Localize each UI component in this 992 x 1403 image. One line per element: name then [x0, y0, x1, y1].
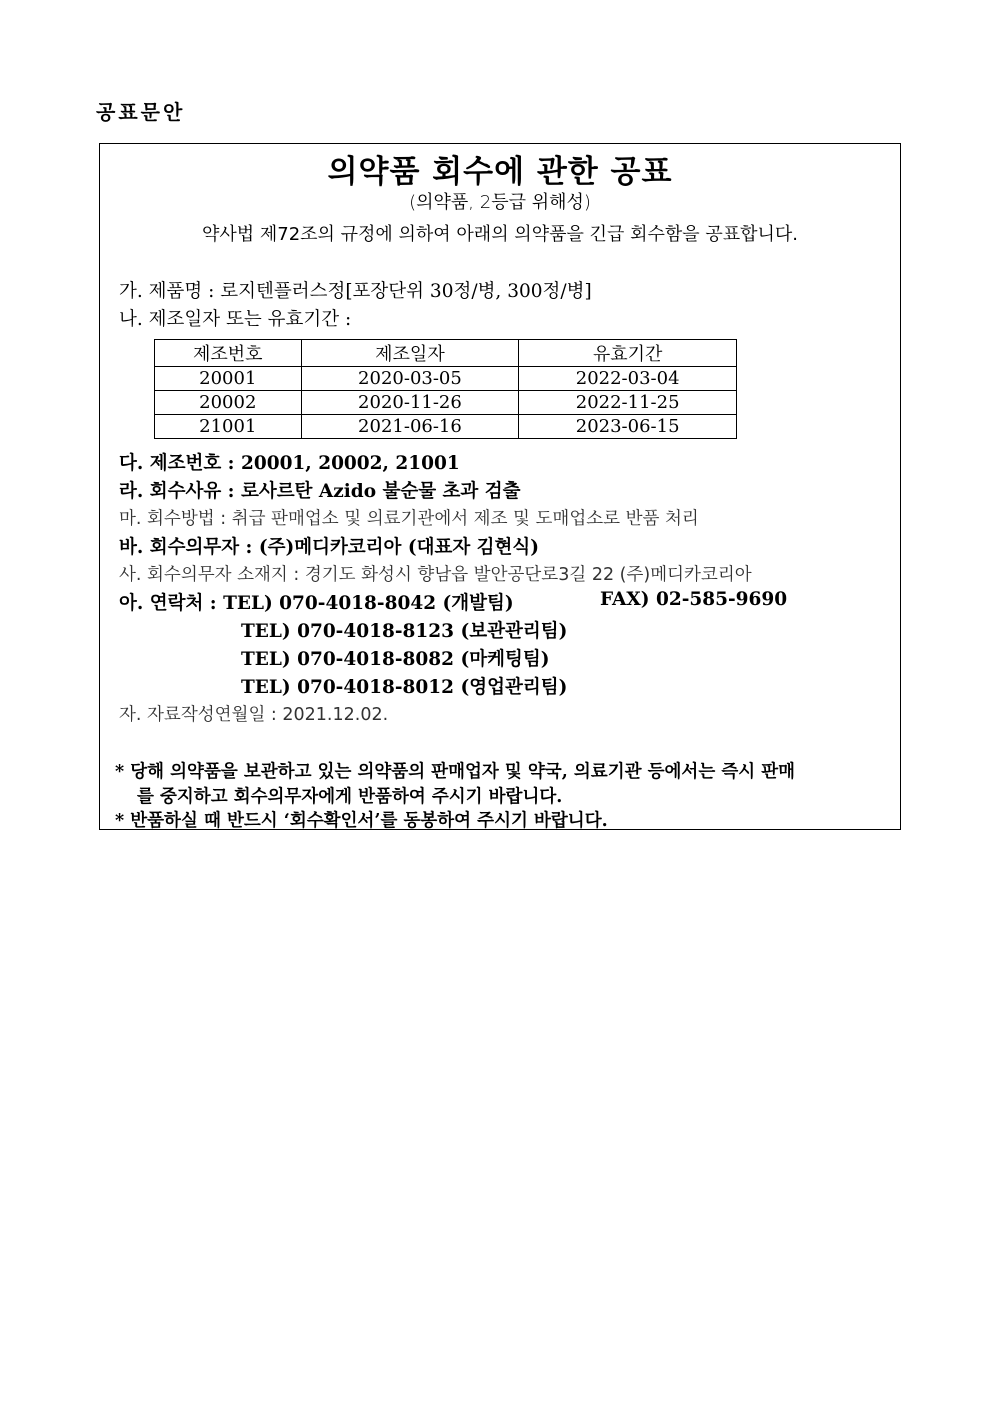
table-cell: 20001 [155, 367, 302, 391]
creation-date-line: 자. 자료작성연월일 : 2021.12.02. [119, 705, 389, 725]
notice-subtitle: (의약품, 2등급 위해성) [409, 192, 591, 213]
table-cell: 2021-06-16 [301, 415, 519, 439]
table-row [155, 367, 737, 391]
note-line: 를 중지하고 회수의무자에게 반품하여 주시기 바랍니다. [137, 787, 563, 807]
table-row [155, 415, 737, 439]
table-row [155, 391, 737, 415]
recall-notice-box [99, 143, 901, 830]
notice-intro: 약사법 제72조의 규정에 의하여 아래의 의약품을 긴급 회수함을 공표합니다. [201, 224, 799, 245]
recall-method-line: 마. 회수방법 : 취급 판매업소 및 의료기관에서 제조 및 도매업소로 반품 처리 [119, 509, 699, 529]
dates-heading-line: 나. 제조일자 또는 유효기간 : [119, 309, 352, 330]
document-label: 공표문안 [96, 100, 186, 124]
recall-reason-line: 라. 회수사유 : 로사르탄 Azido 불순물 초과 검출 [119, 481, 521, 502]
table-cell: 21001 [155, 415, 302, 439]
note-line: * 당해 의약품을 보관하고 있는 의약품의 판매업자 및 약국, 의료기관 등에서는 즉시 판매 [115, 762, 796, 782]
notice-title: 의약품 회수에 관한 공표 [327, 154, 673, 190]
obligor-address-line: 사. 회수의무자 소재지 : 경기도 화성시 향남읍 발안공단로3길 22 (주)메디카코리아 [119, 565, 752, 585]
lot-numbers-line: 다. 제조번호 : 20001, 20002, 21001 [119, 453, 460, 474]
fax-number: FAX) 02-585-9690 [600, 589, 788, 610]
table-cell: 2022-11-25 [519, 391, 737, 415]
table-header-row [155, 340, 737, 367]
recall-obligor-line: 바. 회수의무자 : (주)메디카코리아 (대표자 김현식) [119, 537, 540, 558]
contact-line: TEL) 070-4018-8123 (보관관리팀) [241, 621, 568, 642]
contact-line: TEL) 070-4018-8012 (영업관리팀) [241, 677, 568, 698]
table-cell: 2020-11-26 [301, 391, 519, 415]
table-cell: 2022-03-04 [519, 367, 737, 391]
table-header-cell: 제조번호 [155, 340, 302, 367]
batch-table [154, 339, 737, 439]
table-header-cell: 제조일자 [301, 340, 519, 367]
contact-line: TEL) 070-4018-8082 (마케팅팀) [241, 649, 550, 670]
table-header-cell: 유효기간 [519, 340, 737, 367]
note-line: * 반품하실 때 반드시 ‘회수확인서’를 동봉하여 주시기 바랍니다. [115, 811, 608, 831]
table-cell: 20002 [155, 391, 302, 415]
contact-line: 아. 연락처 : TEL) 070-4018-8042 (개발팀) [119, 593, 514, 614]
table-cell: 2020-03-05 [301, 367, 519, 391]
table-cell: 2023-06-15 [519, 415, 737, 439]
product-name-line: 가. 제품명 : 로지텐플러스정[포장단위 30정/병, 300정/병] [119, 281, 592, 302]
